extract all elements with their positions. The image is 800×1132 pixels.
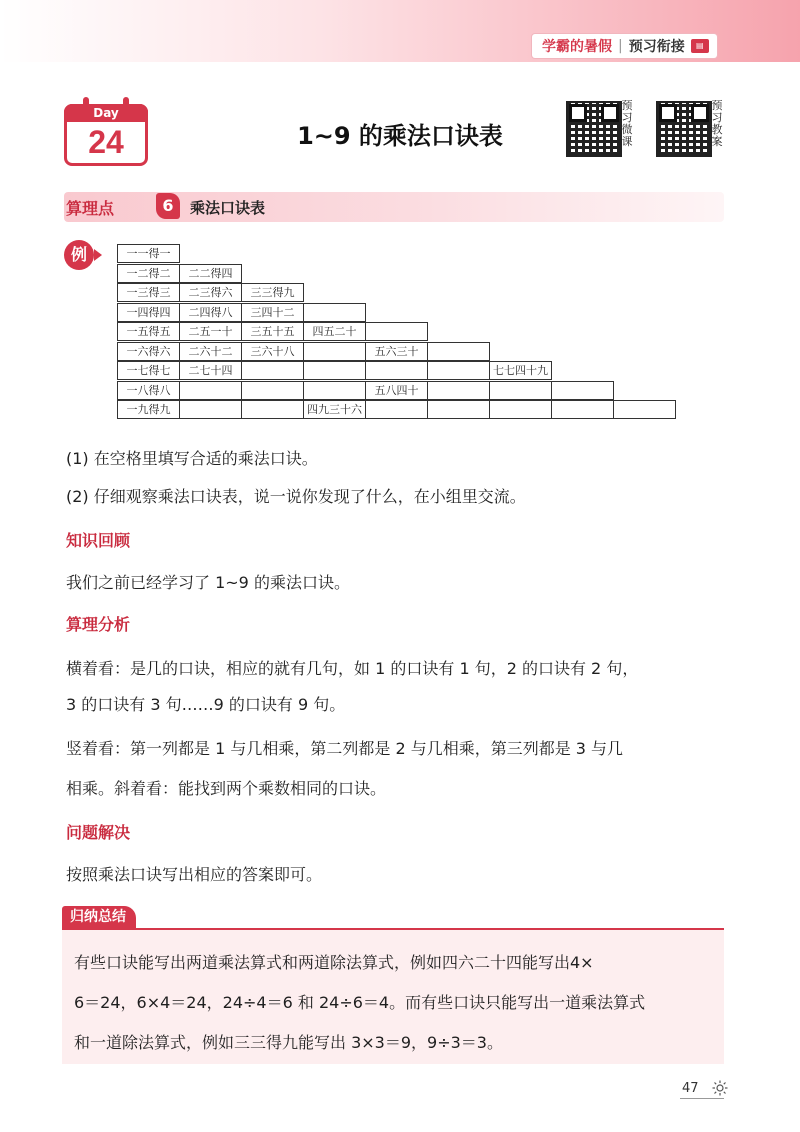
table-cell: 二六十二 [179, 342, 242, 361]
table-cell: 二二得四 [179, 264, 242, 283]
table-cell [427, 381, 490, 400]
table-cell: 一二得二 [117, 264, 180, 283]
analysis-line: 竖着看：第一列都是 1 与几相乘，第二列都是 2 与几相乘，第三列都是 3 与几 [66, 739, 624, 758]
table-cell: 一四得四 [117, 303, 180, 322]
table-cell [489, 400, 552, 419]
review-text: 我们之前已经学习了 1~9 的乘法口诀。 [66, 573, 350, 592]
table-cell [303, 342, 366, 361]
table-cell [303, 303, 366, 322]
table-cell: 一八得八 [117, 381, 180, 400]
table-cell: 五八四十 [365, 381, 428, 400]
table-cell: 四九三十六 [303, 400, 366, 419]
table-cell: 一五得五 [117, 322, 180, 341]
book-logo-icon: ▤ [691, 39, 709, 53]
table-cell [179, 400, 242, 419]
page-number-underline [680, 1098, 724, 1099]
table-cell [179, 381, 242, 400]
table-cell: 三六十八 [241, 342, 304, 361]
table-cell: 一六得六 [117, 342, 180, 361]
table-cell [303, 361, 366, 380]
review-heading: 知识回顾 [66, 531, 131, 550]
table-cell: 二四得八 [179, 303, 242, 322]
qr-label-jiaoan: 预 习 教 案 [711, 99, 723, 148]
analysis-line: 3 的口诀有 3 句……9 的口诀有 9 句。 [66, 695, 346, 714]
table-cell: 二三得六 [179, 283, 242, 302]
table-cell [551, 400, 614, 419]
section-title: 乘法口诀表 [190, 199, 266, 217]
table-cell: 一三得三 [117, 283, 180, 302]
table-cell: 三五十五 [241, 322, 304, 341]
day-badge [64, 104, 148, 166]
table-cell [365, 361, 428, 380]
table-cell [551, 381, 614, 400]
table-cell: 一七得七 [117, 361, 180, 380]
day-number: 24 [88, 124, 124, 160]
table-cell: 一一得一 [117, 244, 180, 263]
table-cell [613, 400, 676, 419]
qr-code-icon[interactable] [656, 101, 712, 157]
analysis-line: 横着看：是几的口诀，相应的就有几句，如 1 的口诀有 1 句，2 的口诀有 2 句， [66, 659, 639, 678]
table-cell: 三四十二 [241, 303, 304, 322]
table-cell: 四五二十 [303, 322, 366, 341]
table-cell: 七七四十九 [489, 361, 552, 380]
section-tag: 算理点 [66, 199, 115, 218]
brand-name: 学霸的暑假 [542, 39, 612, 55]
table-cell: 五六三十 [365, 342, 428, 361]
brand-separator: | [618, 38, 623, 54]
table-cell [365, 322, 428, 341]
summary-tag: 归纳总结 [62, 906, 136, 928]
table-cell [365, 400, 428, 419]
table-cell [241, 361, 304, 380]
solution-heading: 问题解决 [66, 823, 131, 842]
table-cell [241, 400, 304, 419]
summary-line: 6＝24，6×4＝24，24÷4＝6 和 24÷6＝4。而有些口诀只能写出一道乘法算式 [74, 993, 646, 1012]
question-2: (2) 仔细观察乘法口诀表，说一说你发现了什么，在小组里交流。 [66, 487, 526, 506]
table-cell: 一九得九 [117, 400, 180, 419]
summary-line: 和一道除法算式，例如三三得九能写出 3×3＝9，9÷3＝3。 [74, 1033, 503, 1052]
table-cell [241, 381, 304, 400]
table-cell: 二七十四 [179, 361, 242, 380]
brand-tag [532, 34, 717, 58]
table-cell [489, 381, 552, 400]
table-cell: 三三得九 [241, 283, 304, 302]
table-cell: 二五一十 [179, 322, 242, 341]
section-number: 6 [156, 193, 180, 219]
table-cell [427, 361, 490, 380]
table-cell [303, 381, 366, 400]
page-title: 1~9 的乘法口诀表 [297, 122, 503, 150]
table-cell [427, 400, 490, 419]
analysis-line: 相乘。斜着看：能找到两个乘数相同的口诀。 [66, 779, 387, 798]
brand-subtitle: 预习衔接 [628, 39, 685, 55]
sun-icon [712, 1080, 728, 1096]
question-1: (1) 在空格里填写合适的乘法口诀。 [66, 449, 318, 468]
qr-code-icon[interactable] [566, 101, 622, 157]
solution-text: 按照乘法口诀写出相应的答案即可。 [66, 865, 323, 884]
example-arrow-icon [94, 249, 102, 261]
table-cell [427, 342, 490, 361]
qr-label-weike: 预 习 微 课 [621, 99, 633, 148]
example-badge: 例 [64, 240, 94, 270]
day-label: Day [64, 104, 148, 122]
page-number: 47 [682, 1081, 699, 1096]
analysis-heading: 算理分析 [66, 615, 131, 634]
summary-line: 有些口诀能写出两道乘法算式和两道除法算式，例如四六二十四能写出4× [74, 953, 594, 972]
